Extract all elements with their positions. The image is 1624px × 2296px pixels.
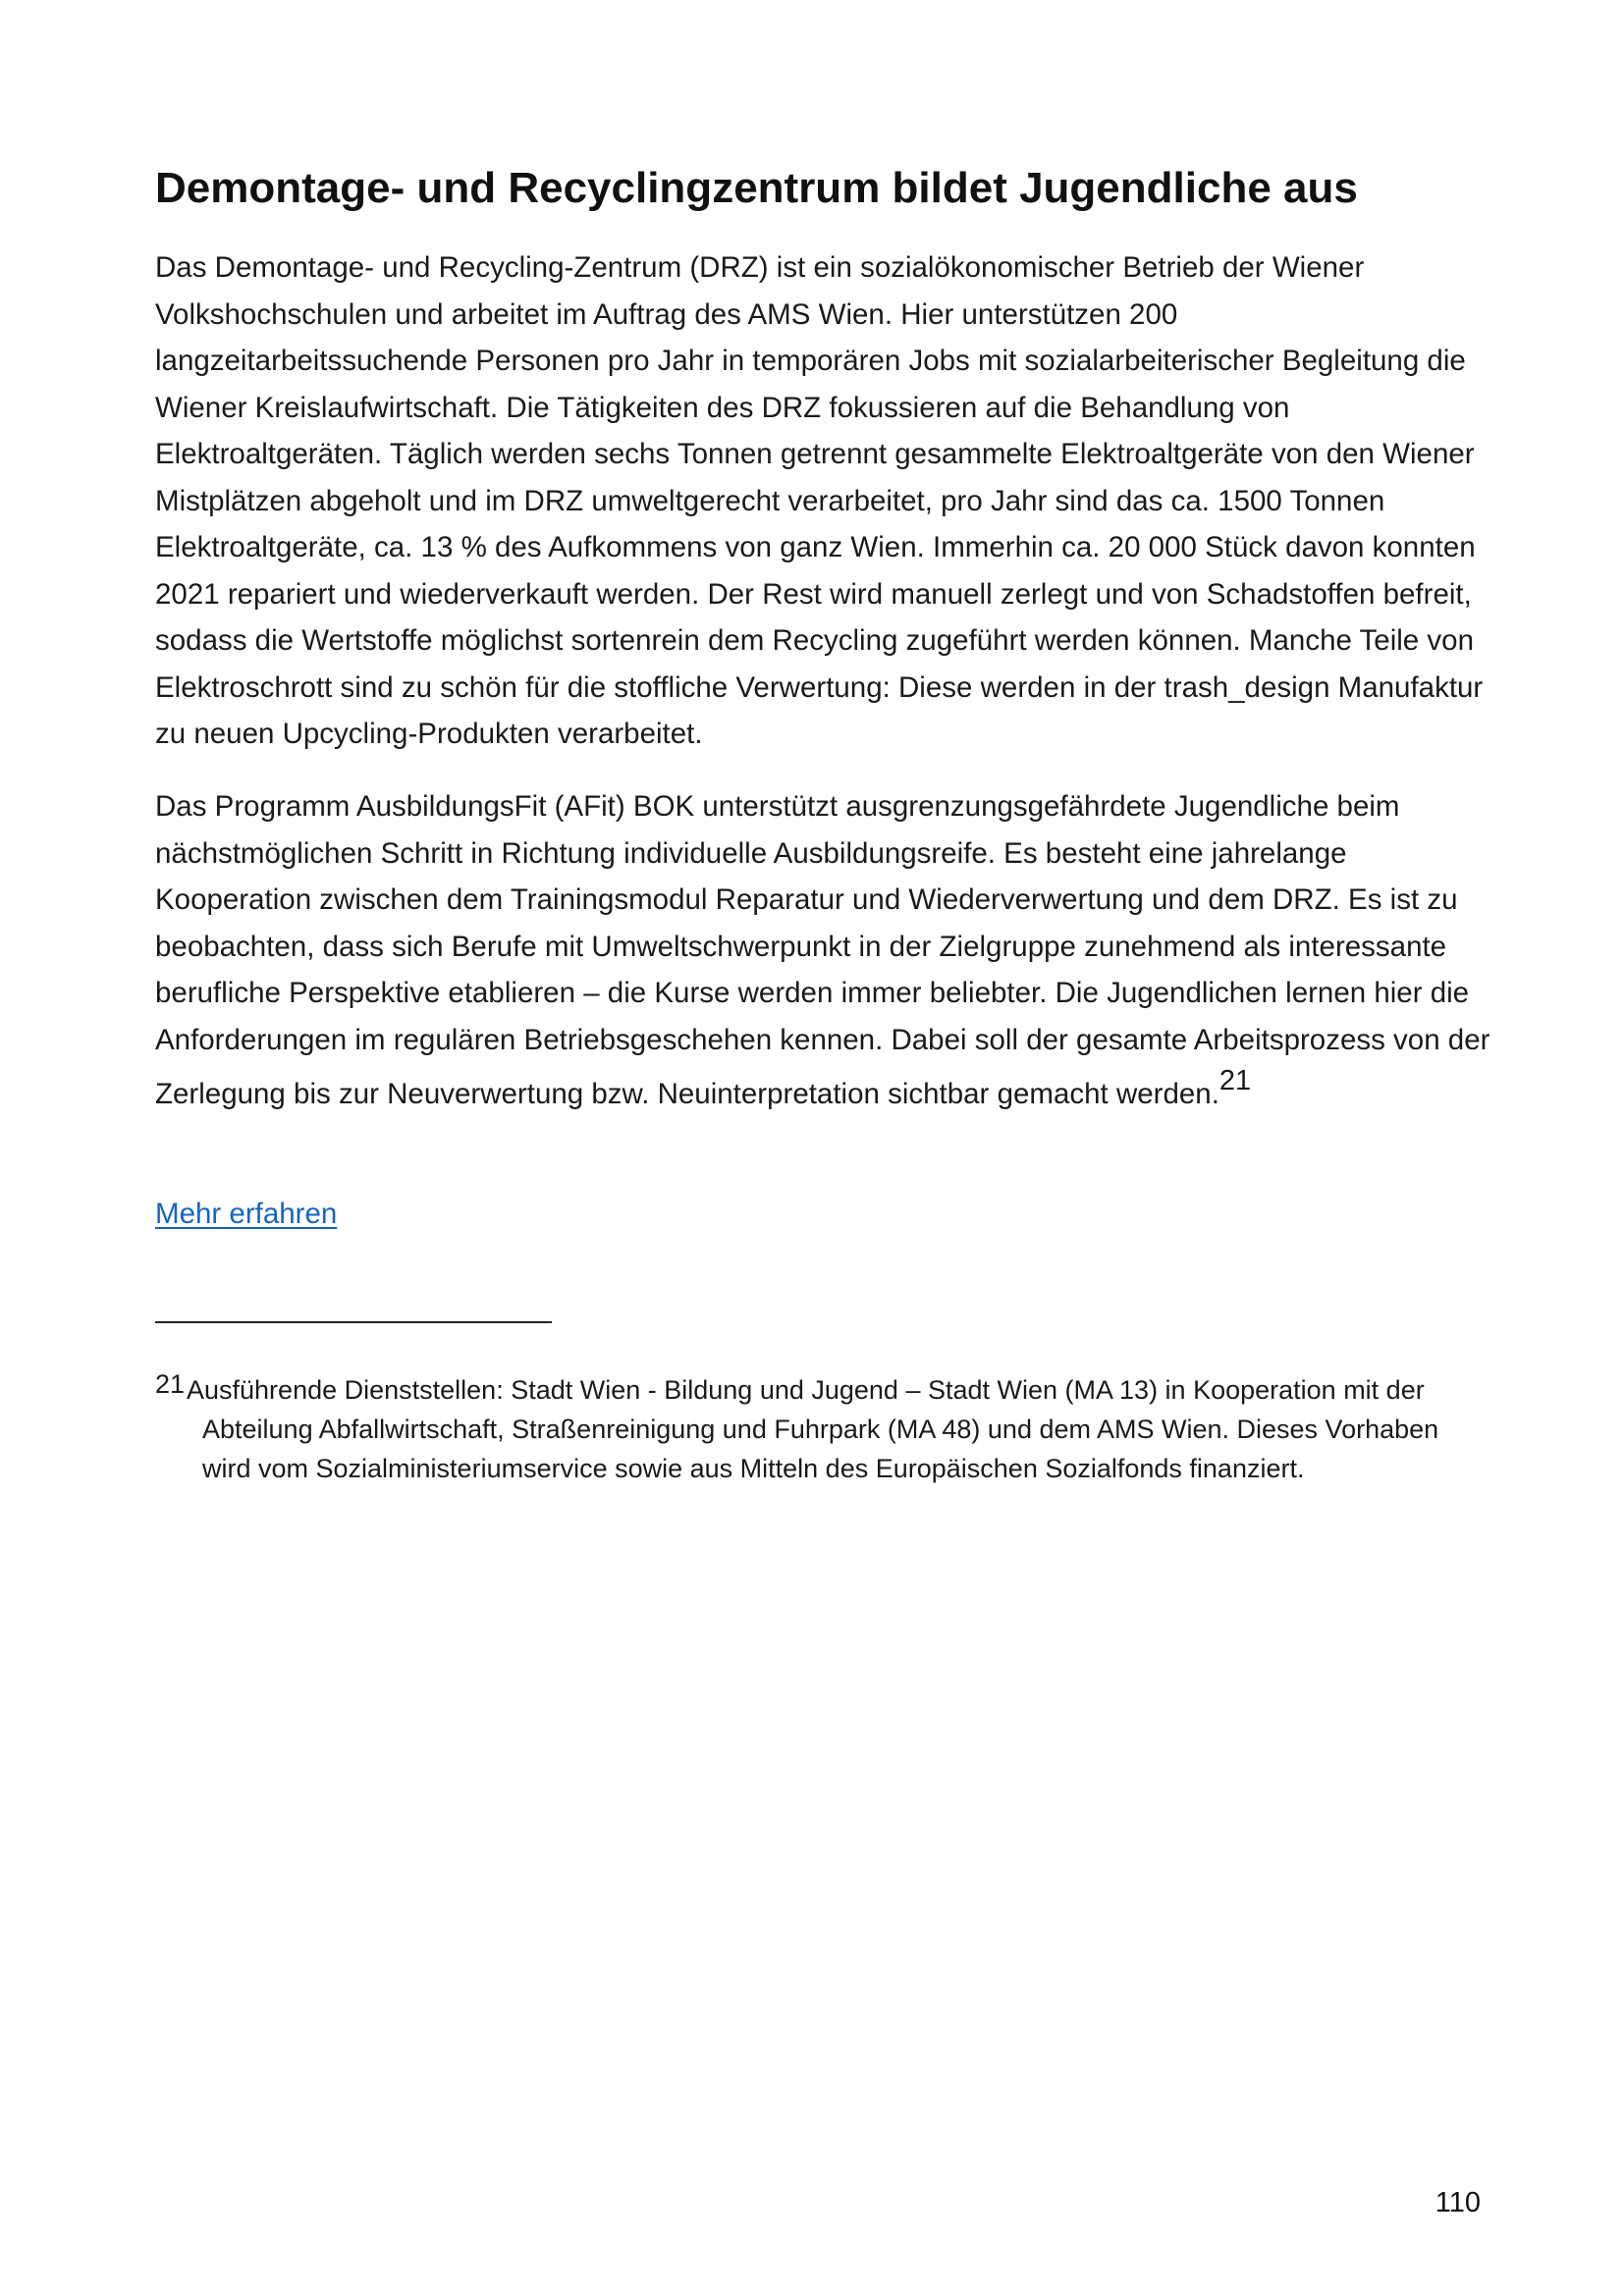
page-number: 110	[1435, 2187, 1481, 2218]
more-info-link[interactable]: Mehr erfahren	[155, 1198, 338, 1230]
paragraph-afit-last-line	[1115, 1065, 1252, 1118]
footnote-number: 21	[155, 1369, 186, 1399]
page-title: Demontage- und Recyclingzentrum bildet Jugendliche aus	[155, 164, 1358, 212]
footnote-reference[interactable]: 21	[1218, 1065, 1252, 1096]
paragraph-afit-end: werden.	[1115, 1078, 1219, 1110]
footnote-divider	[155, 1321, 552, 1323]
footnote	[155, 1370, 1490, 1488]
paragraph-afit	[155, 783, 1490, 1118]
paragraph-drz: Das Demontage- und Recycling-Zentrum (DRZ) ist ein sozialökonomischer Betrieb der Wiener Volkshochschulen und arbeitet im Auftrag des AMS Wien. Hier unterstützen 200 langzeitarbeitssuchende Personen pro Jahr in temporären Jobs mit sozialarbeiterischer Begleitung die Wiener Kreislaufwirtschaft. Die Tätigkeiten des DRZ fokussieren auf die Behandlung von Elektroaltgeräten. Täglich werden sechs Tonnen getrennt gesammelte Elektroaltgeräte von den Wiener Mistplätzen abgeholt und im DRZ umweltgerecht verarbeitet, pro Jahr sind das ca. 1500 Tonnen Elektroaltgeräte, ca. 13 % des Aufkommens von ganz Wien. Immerhin ca. 20 000 Stück davon konnten 2021 repariert und wiederverkauft werden. Der Rest wird manuell zerlegt und von Schadstoffen befreit, sodass die Wertstoffe möglichst sortenrein dem Recycling zugeführt werden können. Manche Teile von Elektroschrott sind zu schön für die stoffliche Verwertung: Diese werden in der trash_design Manufaktur zu neuen Upcycling-Produkten verarbeitet.	[155, 251, 1484, 750]
footnote-text: Ausführende Dienststellen: Stadt Wien - Bildung und Jugend – Stadt Wien (MA 13) in Kooperation mit der Abteilung Abfallwirtschaft, Straßenreinigung und Fuhrpark (MA 48) und dem AMS Wien. Dieses Vorhaben wird vom Sozialministeriumservice sowie aus Mitteln des Europäischen Sozialfonds finanziert.	[187, 1375, 1439, 1483]
paragraph-afit-text: Das Programm AusbildungsFit (AFit) BOK unterstützt ausgrenzungsgefährdete Jugendliche beim nächstmöglichen Schritt in Richtung individuelle Ausbildungsreife. Es besteht eine jahrelange Kooperation zwischen dem Trainingsmodul Reparatur und Wiederverwertung und dem DRZ. Es ist zu beobachten, dass sich Berufe mit Umweltschwerpunkt in der Zielgruppe zunehmend als interessante berufliche Perspektive etablieren – die Kurse werden immer beliebter. Die Jugendlichen lernen hier die Anforderungen im regulären Betriebsgeschehen kennen. Dabei soll der gesamte Arbeitsprozess von der Zerlegung bis zur Neuverwertung bzw. Neuinterpretation sichtbar gemacht	[155, 790, 1490, 1110]
